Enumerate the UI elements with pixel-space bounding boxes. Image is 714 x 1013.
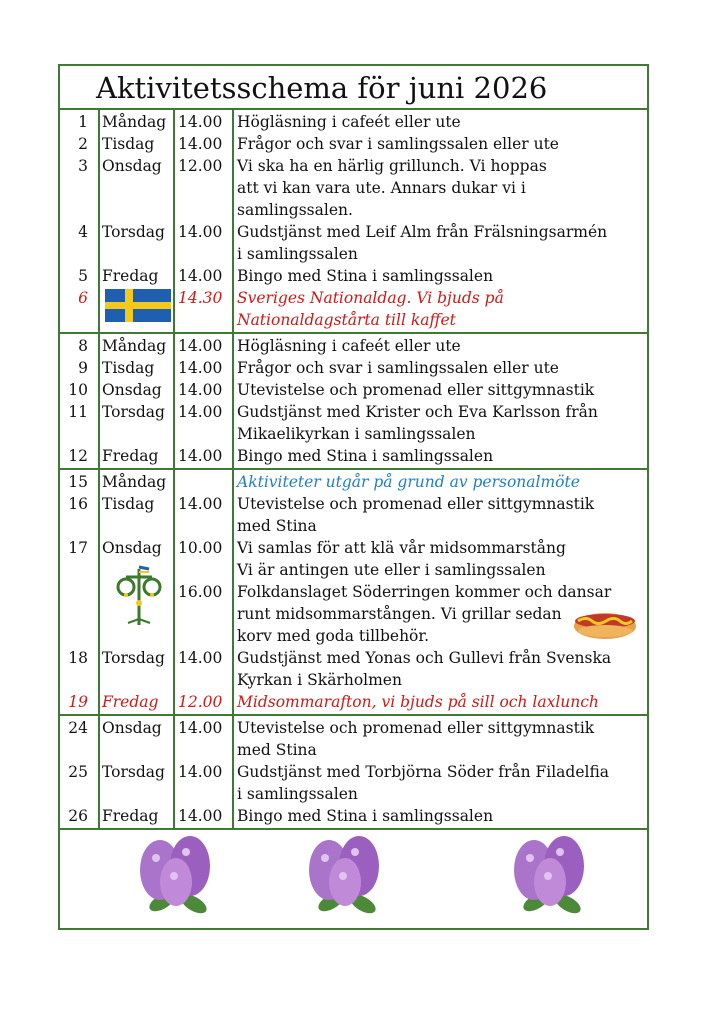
activity-text: Gudstjänst med Yonas och Gullevi från Svenska	[237, 649, 612, 667]
activity-text: i samlingssalen	[237, 785, 358, 803]
activity-text: Gudstjänst med Krister och Eva Karlsson från	[237, 403, 598, 421]
weekday: Tisdag	[102, 359, 155, 377]
weekday: Torsdag	[102, 649, 165, 667]
footer-separator	[60, 828, 647, 830]
activity-text: Kyrkan i Skärholmen	[237, 671, 402, 689]
column-line	[173, 108, 175, 828]
maypole-icon	[108, 563, 170, 635]
weekday: Torsdag	[102, 403, 165, 421]
day-number: 26	[68, 807, 88, 825]
weekday: Måndag	[102, 473, 167, 491]
day-number: 11	[68, 403, 88, 421]
day-number: 4	[78, 223, 88, 241]
weekday: Fredag	[102, 693, 159, 711]
day-number: 15	[68, 473, 88, 491]
activity-text: korv med goda tillbehör.	[237, 627, 430, 645]
activity-text: Högläsning i cafeét eller ute	[237, 337, 461, 355]
weekday: Fredag	[102, 267, 159, 285]
activity-text: Frågor och svar i samlingssalen eller ute	[237, 359, 559, 377]
activity-text: Midsommarafton, vi bjuds på sill och laxlunch	[237, 693, 599, 711]
day-number: 5	[78, 267, 88, 285]
day-number: 10	[68, 381, 88, 399]
activity-time: 16.00	[178, 583, 223, 601]
day-number: 24	[68, 719, 88, 737]
week-separator	[60, 714, 647, 716]
weekday: Onsdag	[102, 381, 162, 399]
activity-text: Bingo med Stina i samlingssalen	[237, 447, 494, 465]
activity-time: 14.00	[178, 447, 223, 465]
day-number: 17	[68, 539, 88, 557]
activity-text: samlingssalen.	[237, 201, 353, 219]
activity-text: Mikaelikyrkan i samlingssalen	[237, 425, 476, 443]
column-line	[232, 108, 234, 828]
day-number: 2	[78, 135, 88, 153]
day-number: 19	[68, 693, 88, 711]
hotdog-icon	[572, 604, 638, 642]
activity-time: 14.00	[178, 495, 223, 513]
activity-text: runt midsommarstången. Vi grillar sedan	[237, 605, 562, 623]
day-number: 9	[78, 359, 88, 377]
day-number: 6	[78, 289, 88, 307]
activity-text: Gudstjänst med Torbjörna Söder från Filadelfia	[237, 763, 610, 781]
day-number: 1	[78, 113, 88, 131]
activity-text: Bingo med Stina i samlingssalen	[237, 807, 494, 825]
schedule-frame	[58, 64, 649, 930]
activity-text: Vi ska ha en härlig grillunch. Vi hoppas	[237, 157, 547, 175]
weekday: Torsdag	[102, 763, 165, 781]
activity-time: 14.00	[178, 337, 223, 355]
weekday: Fredag	[102, 807, 159, 825]
activity-time: 14.00	[178, 403, 223, 421]
weekday: Tisdag	[102, 135, 155, 153]
day-number: 25	[68, 763, 88, 781]
activity-text: Utevistelse och promenad eller sittgymnastik	[237, 381, 595, 399]
activity-time: 12.00	[178, 157, 223, 175]
activity-time: 14.00	[178, 649, 223, 667]
activity-time: 14.00	[178, 135, 223, 153]
activity-text: Folkdanslaget Söderringen kommer och dansar	[237, 583, 612, 601]
week-separator	[60, 332, 647, 334]
lilac-flower-icon	[508, 830, 594, 926]
activity-time: 14.00	[178, 223, 223, 241]
day-number: 8	[78, 337, 88, 355]
day-number: 12	[68, 447, 88, 465]
activity-text: Vi samlas för att klä vår midsommarstång	[237, 539, 566, 557]
weekday: Torsdag	[102, 223, 165, 241]
activity-text: Bingo med Stina i samlingssalen	[237, 267, 494, 285]
activity-time: 14.00	[178, 719, 223, 737]
activity-time: 14.00	[178, 267, 223, 285]
weekday: Onsdag	[102, 539, 162, 557]
activity-time: 10.00	[178, 539, 223, 557]
activity-text: Sveriges Nationaldag. Vi bjuds på	[237, 289, 504, 307]
swedish-flag-icon	[105, 289, 171, 322]
activity-text: att vi kan vara ute. Annars dukar vi i	[237, 179, 526, 197]
activity-text: med Stina	[237, 517, 317, 535]
activity-time: 14.00	[178, 381, 223, 399]
day-number: 3	[78, 157, 88, 175]
activity-text: Gudstjänst med Leif Alm från Frälsningsarmén	[237, 223, 608, 241]
weekday: Måndag	[102, 337, 167, 355]
activity-time: 14.00	[178, 359, 223, 377]
activity-text: i samlingssalen	[237, 245, 358, 263]
lilac-flower-icon	[134, 830, 220, 926]
activity-text: med Stina	[237, 741, 317, 759]
activity-text: Utevistelse och promenad eller sittgymnastik	[237, 495, 595, 513]
activity-time: 14.30	[178, 289, 223, 307]
activity-text: Vi är antingen ute eller i samlingssalen	[237, 561, 546, 579]
activity-text: Frågor och svar i samlingssalen eller ute	[237, 135, 559, 153]
activity-time: 14.00	[178, 113, 223, 131]
weekday: Onsdag	[102, 719, 162, 737]
activity-time: 14.00	[178, 807, 223, 825]
column-line	[98, 108, 100, 828]
activity-text: Aktiviteter utgår på grund av personalmöte	[237, 473, 580, 491]
week-separator	[60, 108, 647, 110]
week-separator	[60, 468, 647, 470]
activity-time: 12.00	[178, 693, 223, 711]
weekday: Fredag	[102, 447, 159, 465]
day-number: 16	[68, 495, 88, 513]
activity-text: Högläsning i cafeét eller ute	[237, 113, 461, 131]
activity-time: 14.00	[178, 763, 223, 781]
weekday: Onsdag	[102, 157, 162, 175]
weekday: Tisdag	[102, 495, 155, 513]
day-number: 18	[68, 649, 88, 667]
activity-text: Utevistelse och promenad eller sittgymnastik	[237, 719, 595, 737]
weekday: Måndag	[102, 113, 167, 131]
lilac-flower-icon	[303, 830, 389, 926]
page-title: Aktivitetsschema för juni 2026	[96, 71, 548, 105]
activity-text: Nationaldagstårta till kaffet	[237, 311, 456, 329]
